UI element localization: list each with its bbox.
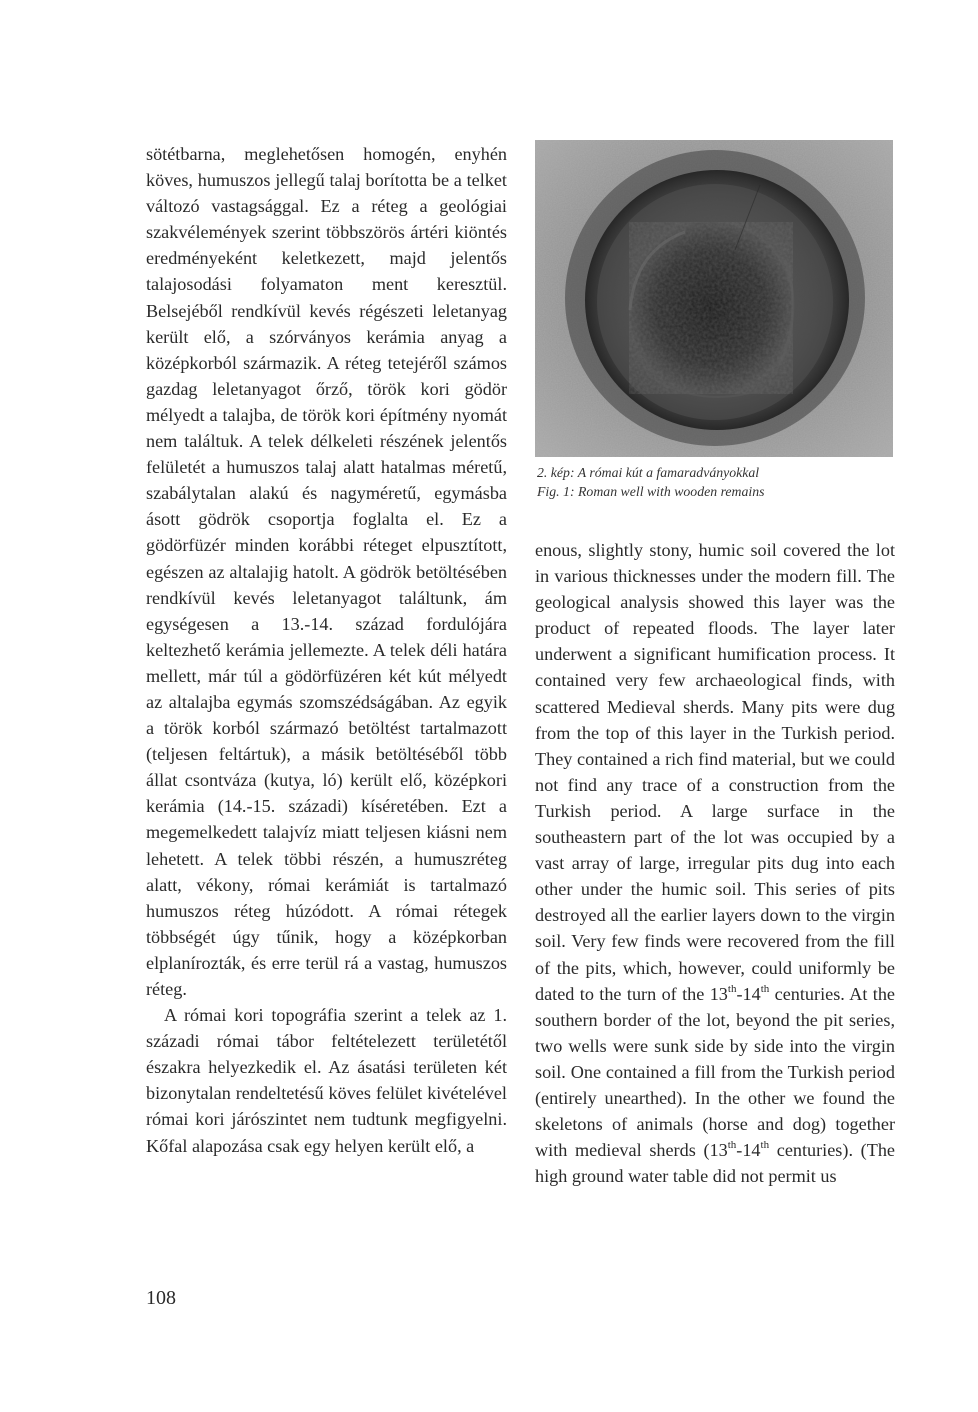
hungarian-text-column	[146, 141, 507, 1159]
caption-hungarian: 2. kép: A római kút a famaradványokkal	[537, 465, 760, 480]
text-run: -14	[736, 983, 761, 1004]
text-run: centuries. At the southern border of the lot, beyond the pit series, two wells were sunk side by side into the virgin soil. One contained a fill from the Turkish period (entirely unearthed). In the other we found the skeletons of animals (horse and dog) together with medieval sherds (13	[535, 983, 895, 1161]
superscript: th	[727, 982, 737, 995]
paragraph: A római kori topográfia szerint a telek az 1. századi római tábor feltételezett területétől északra helyezkedik el. Az ásatási területen két bizonytalan rendeltetésű köves felület kivételével római kori járószintet nem tudtunk megfigyelni. Kőfal alapozása csak egy helyen került elő, a	[146, 1005, 507, 1156]
page-number: 108	[146, 1287, 176, 1309]
text-run: centuries). (The high ground water table did not permit us	[535, 1140, 895, 1187]
superscript: th	[727, 1139, 737, 1152]
roman-well-photo	[535, 140, 893, 457]
english-text-column	[535, 537, 895, 1189]
caption-english: Fig. 1: Roman well with wooden remains	[537, 483, 765, 499]
text-run: enous, slightly stony, humic soil covered the lot in various thicknesses under the modern fill. The geological analysis showed this layer was the product of repeated floods. The layer later underwent a significant humification process. It contained very few archaeological finds, with scattered Medieval sherds. Many pits were dug from the top of this layer in the Turkish period. They contained a rich find material, but we could not find any trace of a construction from the Turkish period. A large surface in the southeastern part of the lot was occupied by a vast array of large, irregular pits dug into each other under the humic soil. This series of pits destroyed all the earlier layers down to the virgin soil. Very few finds were recovered from the fill of the pits, which, however, could uniformly be dated to the turn of the 13	[535, 540, 895, 1004]
paragraph: sötétbarna, meglehetősen homogén, enyhén köves, humuszos jellegű talaj borította be a telket változó vastagsággal. Ez a réteg a geológiai szakvélemények szerint többszörös ártéri kiöntés eredményeként keletkezett, majd jelentős talajosodási folyamaton ment keresztül. Belsejéből rendkívül kevés régészeti leletanyag került elő, a szórványos kerámia anyag a középkorból származik. A réteg tetejéről számos gazdag leletanyagot őrző, török kori gödör mélyedt a talajba, de török kori építmény nyomát nem találtuk. A telek délkeleti részének jelentős felületét a humuszos talaj alatt hatalmas méretű, szabálytalan alakú és nagyméretű, egymásba ásott gödrök csoportja foglalta el. Ez a gödörfüzér minden korábbi réteget elpusztított, egészen az altalajig hatolt. A gödrök betöltésében rendkívül kevés leletanyagot találtunk, ám egységesen a 13.-14. század fordulójára keltezhető kerámia jellemezte. A telek déli határa mellett, már túl a gödörfüzéren két kút mélyedt az altalajba egymás szomszédságában. Az egyik a török korból származó betöltést tartalmazott (teljesen feltártuk), a másik betöltéséből több állat csontváza (kutya, ló) került elő, középkori kerámia (14.-15. századi) kíséretében. Ezt a megemelkedett talajvíz miatt teljesen kiásni nem lehetett. A telek többi részén, a humuszréteg alatt, vékony, római kerámiát is tartalmazó humuszos réteg húzódott. A római rétegek többségét úgy tűnik, hogy a középkorban elplanírozták, és erre terül rá a vastag, humuszos réteg.	[146, 144, 507, 999]
figure-caption	[537, 464, 897, 501]
superscript: th	[760, 1139, 770, 1152]
text-run: -14	[736, 1140, 761, 1161]
superscript: th	[760, 982, 770, 995]
paragraph	[535, 537, 895, 1189]
